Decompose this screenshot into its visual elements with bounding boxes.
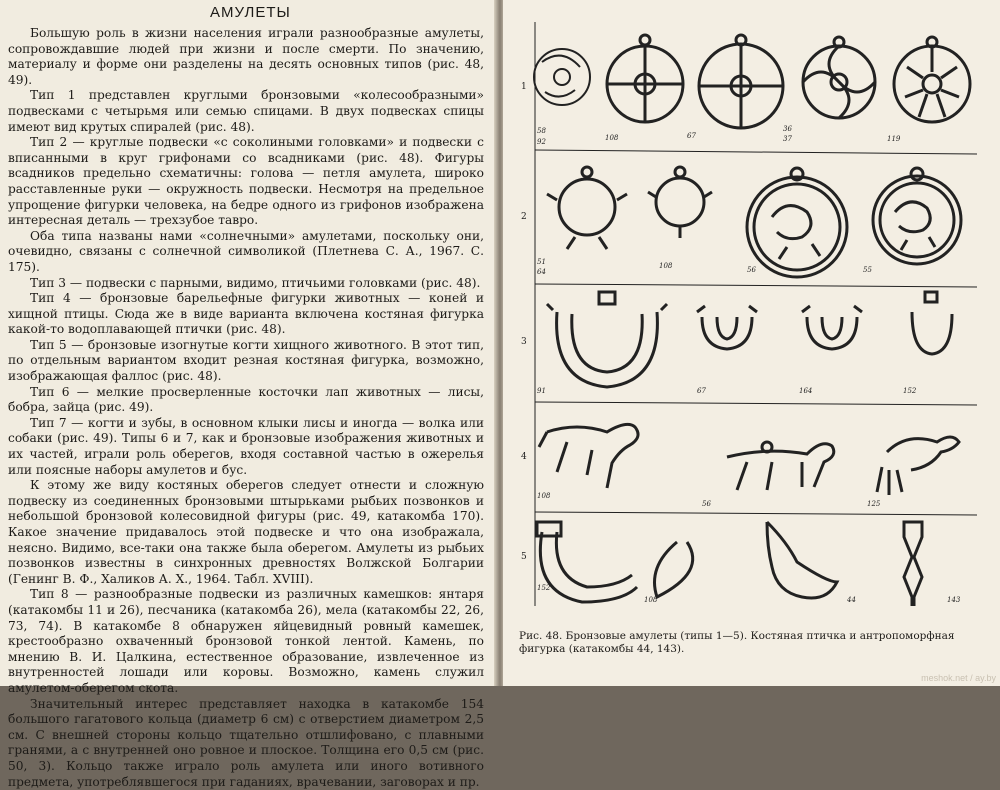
anthropomorphic-figure [904, 522, 922, 606]
catacomb-number: 56 [702, 500, 711, 508]
horse-figure-2 [727, 442, 834, 490]
catacomb-number: 55 [863, 266, 872, 274]
body-text [8, 26, 484, 790]
bird-head-pendant-large [547, 292, 667, 387]
paragraph-type-6: Тип 6 — мелкие просверленные косточки лап животных — лисы, бобра, зайца (рис. 49). [8, 384, 484, 415]
catacomb-number: 44 [847, 596, 856, 604]
section-heading: АМУЛЕТЫ [210, 4, 291, 21]
paragraph-type-5: Тип 5 — бронзовые изогнутые когти хищного животного. В этот тип, по отдельным вариантом входит резная костяная фигурка, возможно, изображающая фаллос (рис. 48). [8, 337, 484, 384]
catacomb-number: 164 [799, 387, 813, 395]
catacomb-number: 37 [783, 135, 792, 143]
paragraph-intro: Большую роль в жизни населения играли разнообразные амулеты, сопровождавшие людей при жизни и после смерти. По значению, материалу и форме они разделены на десять основных типов (рис. 48, 49). [8, 26, 484, 87]
catacomb-number: 51 [537, 258, 546, 266]
paragraph-solar: Оба типа названы нами «солнечными» амулетами, поскольку они, очевидно, связаны с солнечной символикой (Плетнева С. А., 1967. С. 175). [8, 228, 484, 274]
claw-amulet-large [537, 522, 637, 602]
paragraph-type-3: Тип 3 — подвески с парными, видимо, птичьими головками (рис. 48). [30, 275, 481, 290]
figure-caption: Рис. 48. Бронзовые амулеты (типы 1—5). Костяная птичка и антропоморфная фигурка (катакомбы 44, 143). [519, 630, 955, 655]
bird-head-pendant-triple [802, 306, 862, 349]
falcon-head-amulet [547, 167, 627, 249]
row-label: 1 [521, 82, 527, 92]
griffin-rider-amulet-2 [873, 168, 961, 264]
paragraph-type-8: Тип 8 — разнообразные подвески из различных камешков: янтаря (катакомбы 11 и 26), песчаника (катакомба 26), мела (катакомбы 22, 26, 73, 74). В катакомбе 8 обнаружен яйцевидный ровный камешек, крестообразно охваченный бронзовой тонкой лентой. Камень, по мнению В. И. Цалкина, естественное образование, извлеченное из внутренностей лошади или коровы. Возможно, камень служил амулетом-оберегом скота. [8, 587, 484, 695]
catacomb-number: 152 [903, 387, 917, 395]
paragraph-type-4: Тип 4 — бронзовые барельефные фигурки животных — коней и хищной птицы. Сюда же в виде варианта включена костяная фигурка какой-то водоплавающей птички (рис. 48). [8, 291, 484, 337]
griffin-rider-amulet [747, 168, 847, 277]
bone-bird-figure [767, 522, 837, 598]
catacomb-number: 64 [537, 268, 546, 276]
claw-amulet-small [655, 542, 693, 597]
catacomb-number: 125 [867, 500, 881, 508]
paragraph-type-2: Тип 2 — круглые подвески «с соколиными головками» и подвески с вписанными в круг грифонами со всадниками (рис. 48). Фигуры всадников предельно схематичны: голова — петля амулета, широко расставленные руки — окружность подвески. Несмотря на предельное упрощение фигурки человека, на бедре одного из грифонов изображена интересная деталь — трехзубое тавро. [8, 135, 484, 228]
catacomb-number: 67 [687, 132, 696, 140]
wheel-amulet-spiral-spokes [803, 37, 875, 118]
catacomb-number: 119 [887, 135, 901, 143]
row-divider [535, 284, 977, 287]
row-divider [535, 512, 977, 515]
row-label: 4 [521, 452, 527, 462]
catacomb-number: 143 [947, 596, 961, 604]
wheel-amulet-four-spokes [607, 35, 683, 122]
paragraph-type-7: Тип 7 — когти и зубы, в основном клыки лисы и иногда — волка или собаки (рис. 49). Типы 6 и 7, как и бронзовые изображения животных и их частей, играли роль оберегов, входя составной частью в ожерелья или поясные наборы амулетов и бус. [8, 415, 484, 477]
paragraph-jet-ring: Значительный интерес представляет находка в катакомбе 154 большого гагатового кольца (диаметр 6 см) с отверстием диаметром 2,5 см. С внешней стороны кольцо тщательно отшлифовано, с плавными гранями, а с внутренней оно ровное и плоское. Толщина его 0,5 см (рис. 50, 3). Кольцо также играло роль амулета или иного вотивного предмета, употреблявшегося при гаданиях, врачевании, заговорах и пр. [8, 696, 484, 789]
bird-head-pendant-double [697, 306, 757, 349]
paragraph-type-1: Тип 1 представлен круглыми бронзовыми «колесообразными» подвесками с четырьмя или семью спицами. В двух подвесках спицы имеют вид крутых спиралей (рис. 48). [8, 88, 484, 134]
row-divider [535, 150, 977, 154]
row-label: 3 [521, 337, 527, 347]
wheel-amulet-seven-spokes [894, 37, 970, 122]
catacomb-number: 56 [747, 266, 756, 274]
watermark: meshok.net / ay.by [921, 673, 996, 683]
catacomb-number: 92 [537, 138, 546, 146]
figure-plate [517, 22, 977, 606]
row-label: 5 [521, 552, 527, 562]
wheel-amulet-spiral [534, 49, 590, 105]
row-divider [535, 402, 977, 405]
catacomb-number: 36 [783, 125, 792, 133]
wheel-amulet-large [699, 35, 783, 128]
bird-head-pendant-single [912, 292, 952, 354]
left-page [0, 0, 497, 789]
catacomb-number: 152 [537, 584, 551, 592]
paragraph-fish-vertebrae: К этому же виду костяных оберегов следует отнести и сложную подвеску из соединенных бронзовыми штырьками рыбьих позвонков и небольшой бронзовой колесовидной фигуры (рис. 49, катакомба 170). Какое значение придавалось этой подвеске и что она изображала, неясно. Видимо, все-таки она также была оберегом. Амулеты из рыбьих позвонков известны в синхронных древностях Волжской Болгарии (Генинг В. Ф., Халиков А. Х., 1964. Табл. XVIII). [8, 478, 484, 586]
bird-of-prey-figure [877, 437, 959, 495]
catacomb-number: 58 [537, 127, 546, 135]
catacomb-number: 91 [537, 387, 546, 395]
falcon-head-amulet-small [648, 167, 712, 238]
catacomb-number: 108 [537, 492, 551, 500]
row-label: 2 [521, 212, 527, 222]
horse-figure [539, 424, 638, 488]
catacomb-number: 108 [659, 262, 673, 270]
plate-drawing [517, 22, 977, 606]
catacomb-number: 108 [644, 596, 658, 604]
catacomb-number: 108 [605, 134, 619, 142]
catacomb-number: 67 [697, 387, 706, 395]
